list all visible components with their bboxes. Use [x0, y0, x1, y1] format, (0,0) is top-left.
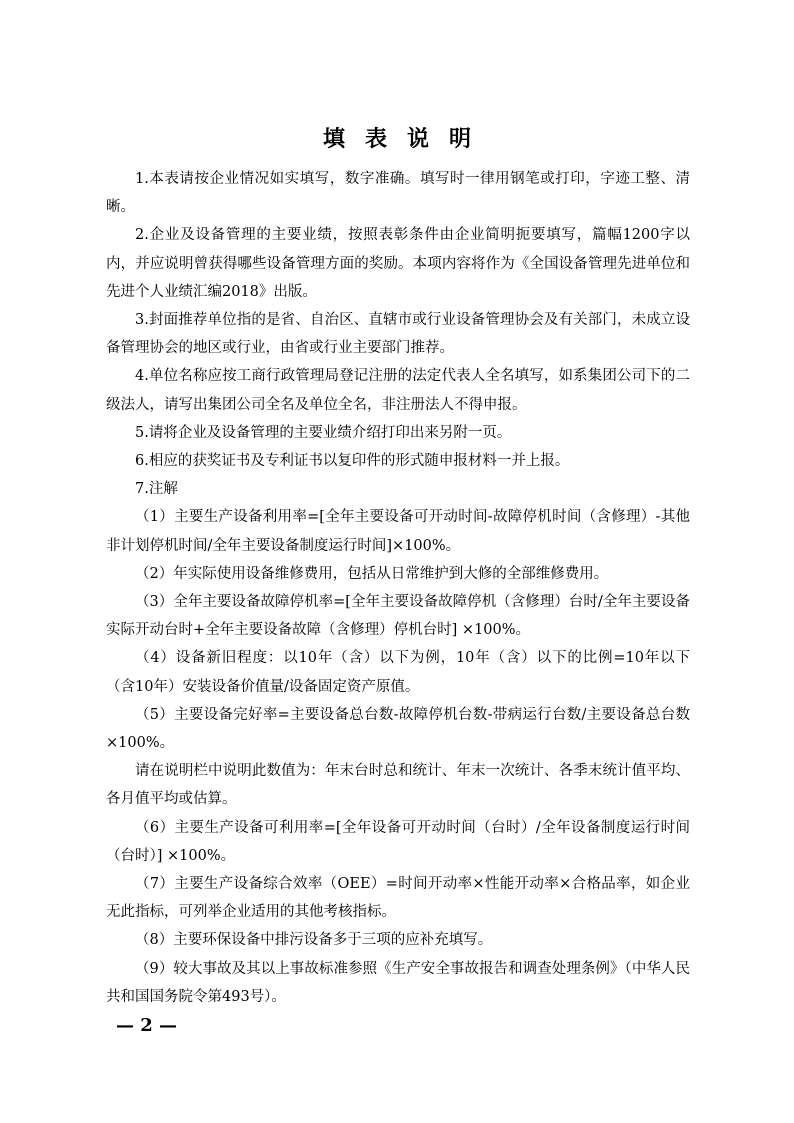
note-4-equipment-age: （4）设备新旧程度：以10年（含）以下为例，10年（含）以下的比例=10年以下（含10年）安装设备价值量/设备固定资产原值。: [106, 650, 690, 695]
note-8-environmental-equipment: （8）主要环保设备中排污设备多于三项的应补充填写。: [135, 932, 493, 949]
instruction-item-7-heading: 7.注解: [135, 481, 178, 498]
instructions-body: [106, 165, 690, 1011]
note-3-failure-downtime-rate: （3）全年主要设备故障停机率=[全年主要设备故障停机（含修理）台时/全年主要设备实际开动台时+全年主要设备故障（含修理）停机台时] ×100%。: [106, 594, 690, 639]
note-6-availability-rate: （6）主要生产设备可利用率=[全年设备可开动时间（台时）/全年设备制度运行时间（台时）] ×100%。: [106, 819, 690, 864]
instruction-item-3: 3.封面推荐单位指的是省、自治区、直辖市或行业设备管理协会及有关部门，未成立设备管理协会的地区或行业，由省或行业主要部门推荐。: [106, 312, 690, 357]
instruction-item-5: 5.请将企业及设备管理的主要业绩介绍打印出来另附一页。: [135, 424, 512, 441]
instruction-item-1: 1.本表请按企业情况如实填写，数字准确。填写时一律用钢笔或打印，字迹工整、清晰。: [106, 171, 690, 216]
note-5-explanation: 请在说明栏中说明此数值为：年末台时总和统计、年末一次统计、各季末统计值平均、各月值平均或估算。: [106, 763, 690, 808]
note-7-oee: （7）主要生产设备综合效率（OEE）=时间开动率×性能开动率×合格品率，如企业无此指标，可列举企业适用的其他考核指标。: [106, 876, 690, 921]
page-number: — 2 —: [116, 1015, 178, 1036]
note-1-utilization-rate: （1）主要生产设备利用率=[全年主要设备可开动时间-故障停机时间（含修理）-其他非计划停机时间/全年主要设备制度运行时间]×100%。: [106, 509, 690, 554]
instruction-item-6: 6.相应的获奖证书及专利证书以复印件的形式随申报材料一并上报。: [135, 453, 570, 470]
instruction-item-4: 4.单位名称应按工商行政管理局登记注册的法定代表人全名填写，如系集团公司下的二级法人，请写出集团公司全名及单位全名，非注册法人不得申报。: [106, 368, 690, 413]
note-9-accident-standard: （9）较大事故及其以上事故标准参照《生产安全事故报告和调查处理条例》（中华人民共和国国务院令第493号）。: [106, 960, 690, 1005]
note-5-intact-rate: （5）主要设备完好率=主要设备总台数-故障停机台数-带病运行台数/主要设备总台数×100%。: [106, 706, 690, 752]
page-title: 填表说明: [322, 126, 491, 152]
note-2-maintenance-cost: （2）年实际使用设备维修费用，包括从日常维护到大修的全部维修费用。: [135, 565, 609, 582]
instruction-item-2: 2.企业及设备管理的主要业绩，按照表彰条件由企业简明扼要填写，篇幅1200字以内，并应说明曾获得哪些设备管理方面的奖励。本项内容将作为《全国设备管理先进单位和先进个人业绩汇编2018》出版。: [106, 227, 690, 300]
